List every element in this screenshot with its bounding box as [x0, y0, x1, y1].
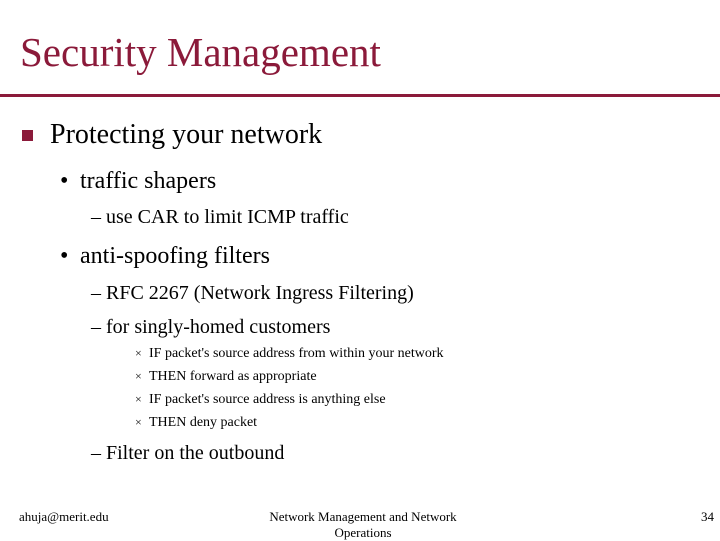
dot-bullet-icon: •: [60, 243, 69, 269]
filter-rule-text: IF packet's source address is anything else: [149, 392, 386, 407]
slide-title: Security Management: [20, 29, 381, 75]
dot-bullet-icon: •: [60, 168, 69, 194]
filter-rule: [135, 347, 444, 361]
square-bullet-icon: [22, 130, 33, 141]
heading-text: Protecting your network: [50, 119, 323, 150]
footer-email: ahuja@merit.edu: [19, 509, 109, 524]
filter-rule: [135, 416, 257, 430]
filter-rule-text: THEN forward as appropriate: [149, 369, 317, 384]
sub-item: – for singly-homed customers: [91, 316, 331, 338]
sub-item: – use CAR to limit ICMP traffic: [91, 206, 349, 228]
filter-rule-text: THEN deny packet: [149, 415, 258, 430]
page-number: 34: [701, 509, 714, 524]
x-mark-icon: ×: [135, 369, 142, 383]
filter-rule-text: IF packet's source address from within your network: [149, 346, 444, 361]
bullet-label: anti-spoofing filters: [80, 243, 270, 269]
x-mark-icon: ×: [135, 346, 142, 360]
filter-rule: [135, 370, 317, 384]
sub-item: – Filter on the outbound: [91, 442, 285, 464]
title-divider: [0, 94, 720, 97]
filter-rule: [135, 393, 386, 407]
bullet-label: traffic shapers: [80, 168, 217, 194]
footer-title: Network Management and Network Operations: [269, 509, 457, 540]
x-mark-icon: ×: [135, 415, 142, 429]
x-mark-icon: ×: [135, 392, 142, 406]
sub-item: – RFC 2267 (Network Ingress Filtering): [91, 282, 414, 304]
